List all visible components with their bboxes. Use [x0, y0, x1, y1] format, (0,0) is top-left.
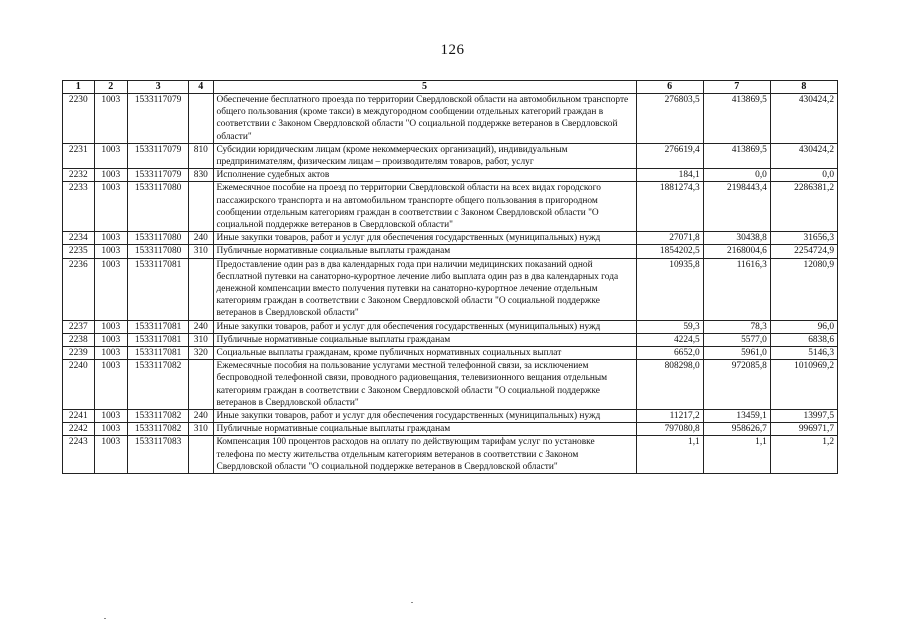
amount-col6: 11217,2: [636, 410, 703, 423]
column-header: 7: [703, 81, 770, 94]
section-code: 1003: [94, 245, 128, 258]
description: Иные закупки товаров, работ и услуг для обеспечения государственных (муниципальных) нужд: [213, 410, 636, 423]
table-row: [63, 94, 838, 144]
target-code: 1533117082: [128, 410, 189, 423]
amount-col7: 30438,8: [703, 232, 770, 245]
amount-col6: 276803,5: [636, 94, 703, 144]
amount-col7: 13459,1: [703, 410, 770, 423]
description: Исполнение судебных актов: [213, 169, 636, 182]
amount-col6: 797080,8: [636, 423, 703, 436]
target-code: 1533117080: [128, 232, 189, 245]
table-row: [63, 347, 838, 360]
table-row: [63, 423, 838, 436]
amount-col8: 96,0: [770, 320, 837, 333]
expense-type: 310: [189, 245, 213, 258]
table-row: [63, 436, 838, 474]
target-code: 1533117081: [128, 333, 189, 346]
description: Компенсация 100 процентов расходов на оплату по действующим тарифам услуг по установке телефона по месту жительства отдельным категориям ветеранов в соответствии с Законом Свердловской области "О социальной поддержке ветеранов в Свердловской области": [213, 436, 636, 474]
row-number: 2231: [63, 143, 95, 168]
column-header: 2: [94, 81, 128, 94]
table-body: [63, 94, 838, 474]
amount-col8: 1,2: [770, 436, 837, 474]
amount-col6: 1854202,5: [636, 245, 703, 258]
section-code: 1003: [94, 143, 128, 168]
expense-type: [189, 182, 213, 232]
column-header: 5: [213, 81, 636, 94]
description: Публичные нормативные социальные выплаты гражданам: [213, 333, 636, 346]
target-code: 1533117083: [128, 436, 189, 474]
section-code: 1003: [94, 333, 128, 346]
column-header: 3: [128, 81, 189, 94]
amount-col6: 27071,8: [636, 232, 703, 245]
amount-col8: 5146,3: [770, 347, 837, 360]
expense-type: 320: [189, 347, 213, 360]
amount-col7: 958626,7: [703, 423, 770, 436]
section-code: 1003: [94, 182, 128, 232]
section-code: 1003: [94, 410, 128, 423]
amount-col6: 276619,4: [636, 143, 703, 168]
expense-type: 830: [189, 169, 213, 182]
expense-type: 240: [189, 320, 213, 333]
scan-speck: [104, 618, 106, 619]
section-code: 1003: [94, 94, 128, 144]
expense-type: 310: [189, 423, 213, 436]
expense-type: [189, 258, 213, 320]
row-number: 2242: [63, 423, 95, 436]
amount-col8: 0,0: [770, 169, 837, 182]
amount-col6: 1,1: [636, 436, 703, 474]
table-row: [63, 232, 838, 245]
table-header: [63, 81, 838, 94]
column-header: 8: [770, 81, 837, 94]
target-code: 1533117079: [128, 143, 189, 168]
expense-type: 240: [189, 410, 213, 423]
amount-col8: 2286381,2: [770, 182, 837, 232]
amount-col7: 5961,0: [703, 347, 770, 360]
amount-col6: 59,3: [636, 320, 703, 333]
amount-col8: 13997,5: [770, 410, 837, 423]
target-code: 1533117079: [128, 169, 189, 182]
row-number: 2230: [63, 94, 95, 144]
amount-col7: 5577,0: [703, 333, 770, 346]
budget-table: [62, 80, 838, 474]
section-code: 1003: [94, 360, 128, 410]
amount-col8: 2254724,9: [770, 245, 837, 258]
description: Публичные нормативные социальные выплаты гражданам: [213, 245, 636, 258]
amount-col7: 413869,5: [703, 94, 770, 144]
amount-col6: 10935,8: [636, 258, 703, 320]
row-number: 2232: [63, 169, 95, 182]
row-number: 2237: [63, 320, 95, 333]
section-code: 1003: [94, 347, 128, 360]
expense-type: 240: [189, 232, 213, 245]
amount-col7: 11616,3: [703, 258, 770, 320]
target-code: 1533117082: [128, 423, 189, 436]
amount-col7: 2198443,4: [703, 182, 770, 232]
target-code: 1533117080: [128, 182, 189, 232]
description: Социальные выплаты гражданам, кроме публичных нормативных социальных выплат: [213, 347, 636, 360]
amount-col7: 972085,8: [703, 360, 770, 410]
row-number: 2235: [63, 245, 95, 258]
row-number: 2241: [63, 410, 95, 423]
amount-col6: 184,1: [636, 169, 703, 182]
amount-col7: 0,0: [703, 169, 770, 182]
table-row: [63, 258, 838, 320]
header-row: [63, 81, 838, 94]
scan-speck: [411, 602, 413, 603]
row-number: 2236: [63, 258, 95, 320]
amount-col7: 2168004,6: [703, 245, 770, 258]
amount-col8: 996971,7: [770, 423, 837, 436]
expense-type: 310: [189, 333, 213, 346]
table-row: [63, 182, 838, 232]
table-row: [63, 333, 838, 346]
target-code: 1533117082: [128, 360, 189, 410]
description: Ежемесячное пособие на проезд по территории Свердловской области на всех видах городского пассажирского транспорта и на автомобильном транспорте общего пользования в пригородном сообщении отдельным категориям граждан в соответствии с Законом Свердловской области "О социальной поддержке ветеранов в Свердловской области": [213, 182, 636, 232]
amount-col6: 1881274,3: [636, 182, 703, 232]
row-number: 2233: [63, 182, 95, 232]
amount-col6: 808298,0: [636, 360, 703, 410]
row-number: 2234: [63, 232, 95, 245]
amount-col8: 430424,2: [770, 143, 837, 168]
section-code: 1003: [94, 258, 128, 320]
section-code: 1003: [94, 320, 128, 333]
table-row: [63, 360, 838, 410]
description: Субсидии юридическим лицам (кроме некоммерческих организаций), индивидуальным предпринимателям, физическим лицам – производителям товаров, работ, услуг: [213, 143, 636, 168]
column-header: 4: [189, 81, 213, 94]
description: Ежемесячные пособия на пользование услугами местной телефонной связи, за исключением беспроводной телефонной связи, проводного радиовещания, телевизионного вещания отдельным категориям граждан в соответствии с Законом Свердловской области "О социальной поддержке ветеранов в Свердловской области": [213, 360, 636, 410]
amount-col7: 1,1: [703, 436, 770, 474]
amount-col8: 430424,2: [770, 94, 837, 144]
amount-col6: 6652,0: [636, 347, 703, 360]
expense-type: 810: [189, 143, 213, 168]
row-number: 2243: [63, 436, 95, 474]
section-code: 1003: [94, 423, 128, 436]
description: Публичные нормативные социальные выплаты гражданам: [213, 423, 636, 436]
description: Обеспечение бесплатного проезда по территории Свердловской области на автомобильном транспорте общего пользования (кроме такси) в междугородном сообщении отдельных категорий граждан в соответствии с Законом Свердловской области "О социальной поддержке ветеранов в Свердловской области": [213, 94, 636, 144]
amount-col8: 31656,3: [770, 232, 837, 245]
table-row: [63, 169, 838, 182]
table-row: [63, 245, 838, 258]
target-code: 1533117081: [128, 347, 189, 360]
description: Иные закупки товаров, работ и услуг для обеспечения государственных (муниципальных) нужд: [213, 320, 636, 333]
table-row: [63, 410, 838, 423]
target-code: 1533117081: [128, 258, 189, 320]
row-number: 2240: [63, 360, 95, 410]
page-number: 126: [440, 42, 465, 58]
amount-col7: 78,3: [703, 320, 770, 333]
description: Предоставление один раз в два календарных года при наличии медицинских показаний одной бесплатной путевки на санаторно-курортное лечение либо выплата один раз в два календарных года денежной компенсации вместо получения путевки на санаторно-курортное лечение отдельным категориям граждан в соответствии с Законом Свердловской области "О социальной поддержке ветеранов в Свердловской области": [213, 258, 636, 320]
column-header: 1: [63, 81, 95, 94]
amount-col8: 1010969,2: [770, 360, 837, 410]
target-code: 1533117079: [128, 94, 189, 144]
section-code: 1003: [94, 232, 128, 245]
target-code: 1533117080: [128, 245, 189, 258]
row-number: 2238: [63, 333, 95, 346]
column-header: 6: [636, 81, 703, 94]
section-code: 1003: [94, 169, 128, 182]
section-code: 1003: [94, 436, 128, 474]
table-row: [63, 143, 838, 168]
amount-col8: 12080,9: [770, 258, 837, 320]
expense-type: [189, 360, 213, 410]
target-code: 1533117081: [128, 320, 189, 333]
amount-col8: 6838,6: [770, 333, 837, 346]
expense-type: [189, 436, 213, 474]
row-number: 2239: [63, 347, 95, 360]
description: Иные закупки товаров, работ и услуг для обеспечения государственных (муниципальных) нужд: [213, 232, 636, 245]
amount-col7: 413869,5: [703, 143, 770, 168]
table-row: [63, 320, 838, 333]
amount-col6: 4224,5: [636, 333, 703, 346]
expense-type: [189, 94, 213, 144]
